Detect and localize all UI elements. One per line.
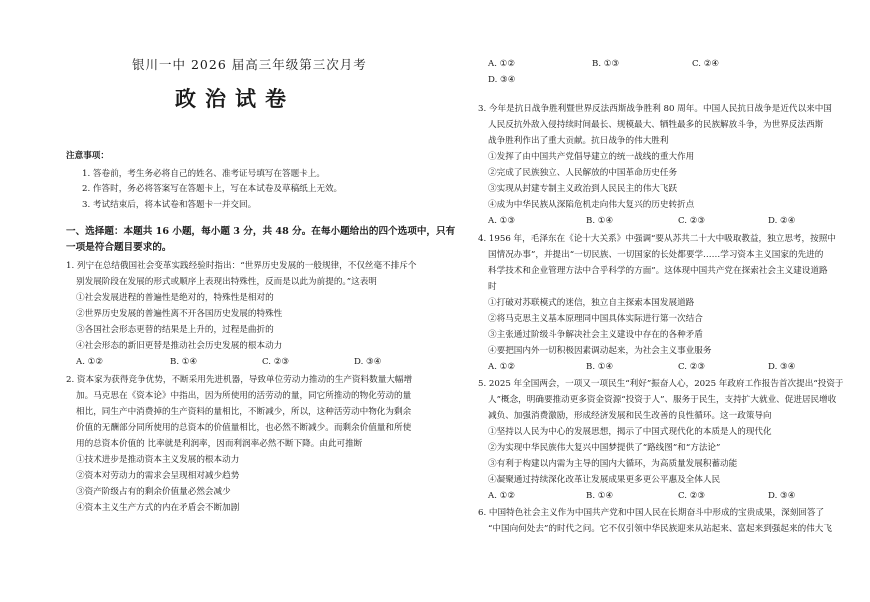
option-a: A. ①③	[488, 216, 516, 226]
option-b: B. ①④	[586, 362, 614, 372]
question-text: 国情况办事”，并提出“一切民族、一切国家的长处都要学……学习资本主义国家的先进的	[488, 250, 824, 260]
section-heading: 一、选择题：本题共 16 小题，每小题 3 分，共 48 分。在每小题给出的四个选项中，只有	[66, 226, 456, 237]
statement: ②为实现中华民族伟大复兴中国梦提供了“路线图”和“方法论”	[488, 443, 721, 453]
question-text: 加。马克思在《资本论》中指出，因为所使用的活劳动的量，同它所推动的物化劳动的量	[76, 391, 412, 401]
question-text: 用的总资本价值的 比率就是利润率，因而利润率必然不断下降。由此可推断	[76, 439, 363, 449]
question-text: 相比，同生产中消费掉的生产资料的量相比，不断减少，所以，这种活劳动中物化为剩余	[76, 407, 412, 417]
option-c: C. ②③	[262, 357, 290, 367]
question-text: 人”概念，明确要推动更多资金资源“投资于人”、服务于民生，支持扩大就业、促进居民增收	[488, 395, 837, 405]
question-text: 1. 列宁在总结俄国社会变革实践经验时指出：“世界历史发展的一般规律，不仅丝毫不排斥个	[66, 261, 417, 271]
statement: ③资产阶级占有的剩余价值量必然会减少	[76, 487, 231, 497]
exam-title: 银川一中 2026 届高三年级第三次月考	[132, 57, 367, 72]
statement: ①技术进步是推动资本主义发展的根本动力	[76, 455, 240, 465]
option-a: A. ①②	[488, 59, 516, 69]
option-c: C. ②④	[692, 59, 720, 69]
statement: ④凝聚通过持续深化改革让发展成果更多更公平惠及全体人民	[488, 475, 721, 485]
statement: ①社会发展进程的普遍性是绝对的，特殊性是相对的	[76, 293, 274, 303]
statement: ②世界历史发展的普遍性离不开各国历史发展的特殊性	[76, 309, 283, 319]
statement: ④成为中华民族从深陷危机走向伟大复兴的历史转折点	[488, 200, 695, 210]
option-d: D. ③④	[768, 491, 796, 501]
question-text: 3. 今年是抗日战争胜利暨世界反法西斯战争胜利 80 周年。中国人民抗日战争是近代以来中国	[478, 104, 832, 114]
option-a: A. ①②	[76, 357, 104, 367]
question-text: 减负、加强消费激励，形成经济发展和民生改善的良性循环。这一政策导向	[488, 411, 772, 421]
question-text: 价值的无酬部分同所使用的总资本的价值量相比，也必然不断减少。而剩余价值量和所使	[76, 423, 412, 433]
option-d: D. ③④	[768, 362, 796, 372]
statement: ④资本主义生产方式的内在矛盾会不断加剧	[76, 503, 240, 513]
question-text: 4. 1956 年，毛泽东在《论十大关系》中强调“要从苏共二十大中吸取教益，独立思考，按照中	[478, 234, 836, 244]
statement: ③实现从封建专制主义政治到人民民主的伟大飞跃	[488, 184, 678, 194]
option-a: A. ①②	[488, 362, 516, 372]
statement: ②将马克思主义基本原理同中国具体实际进行第一次结合	[488, 314, 703, 324]
statement: ④要把国内外一切积极因素调动起来，为社会主义事业服务	[488, 346, 712, 356]
statement: ①坚持以人民为中心的发展思想，揭示了中国式现代化的本质是人的现代化	[488, 427, 772, 437]
option-d: D. ③④	[354, 357, 382, 367]
question-text: 时	[488, 282, 497, 292]
statement: ①打破对苏联模式的迷信，独立自主探索本国发展道路	[488, 298, 695, 308]
option-b: B. ①③	[592, 59, 620, 69]
option-c: C. ②③	[678, 362, 706, 372]
question-text: 战争胜利作出了重大贡献。抗日战争的伟大胜利	[488, 136, 669, 146]
option-c: C. ②③	[678, 491, 706, 501]
question-text: 人民反抗外敌入侵持续时间最长、规模最大、牺牲最多的民族解放斗争，为世界反法西斯	[488, 120, 824, 130]
statement: ②完成了民族独立、人民解放的中国革命历史任务	[488, 168, 678, 178]
option-d: D. ③④	[488, 75, 516, 85]
option-b: B. ①④	[170, 357, 198, 367]
question-text: “中国向何处去”的时代之问。它不仅引领中华民族迎来从站起来、富起来到强起来的伟大飞	[488, 524, 832, 534]
notice-item: 1. 答卷前，考生务必将自己的姓名、准考证号填写在答题卡上。	[82, 169, 325, 179]
option-b: B. ①④	[586, 216, 614, 226]
option-a: A. ①②	[488, 491, 516, 501]
notice-item: 3. 考试结束后，将本试卷和答题卡一并交回。	[82, 200, 257, 210]
statement: ②资本对劳动力的需求会呈现相对减少趋势	[76, 471, 240, 481]
question-text: 科学技术和企业管理方法中合乎科学的方面”。这体现中国共产党在探索社会主义建设道路	[488, 266, 828, 276]
statement: ③各国社会形态更替的结果是上升的，过程是曲折的	[76, 325, 274, 335]
question-text: 6. 中国特色社会主义作为中国共产党和中国人民在长期奋斗中形成的宝贵成果，深刻回答了	[478, 508, 825, 518]
statement: ④社会形态的新旧更替是推动社会历史发展的根本动力	[76, 341, 283, 351]
notice-heading: 注意事项：	[66, 151, 109, 161]
statement: ③主张通过阶级斗争解决社会主义建设中存在的各种矛盾	[488, 330, 703, 340]
question-text: 2. 资本家为获得竞争优势，不断采用先进机器，导致单位劳动力推动的生产资料数量大幅增	[66, 375, 413, 385]
option-b: B. ①④	[586, 491, 614, 501]
subject-title: 政治试卷	[175, 86, 295, 111]
question-text: 别发展阶段在发展的形式或顺序上表现出特殊性，反而是以此为前提的。”这表明	[76, 277, 377, 287]
question-text: 5. 2025 年全国两会，一项又一项民生“利好”振奋人心，2025 年政府工作报告首次提出“投资于	[478, 379, 844, 389]
notice-item: 2. 作答时，务必将答案写在答题卡上，写在本试卷及草稿纸上无效。	[82, 184, 343, 194]
statement: ③有利于构建以内需为主导的国内大循环，为高质量发展积蓄动能	[488, 459, 738, 469]
option-c: C. ②③	[678, 216, 706, 226]
section-heading-cont: 一项是符合题目要求的。	[66, 242, 172, 253]
statement: ①发挥了由中国共产党倡导建立的统一战线的重大作用	[488, 152, 695, 162]
option-d: D. ②④	[768, 216, 796, 226]
